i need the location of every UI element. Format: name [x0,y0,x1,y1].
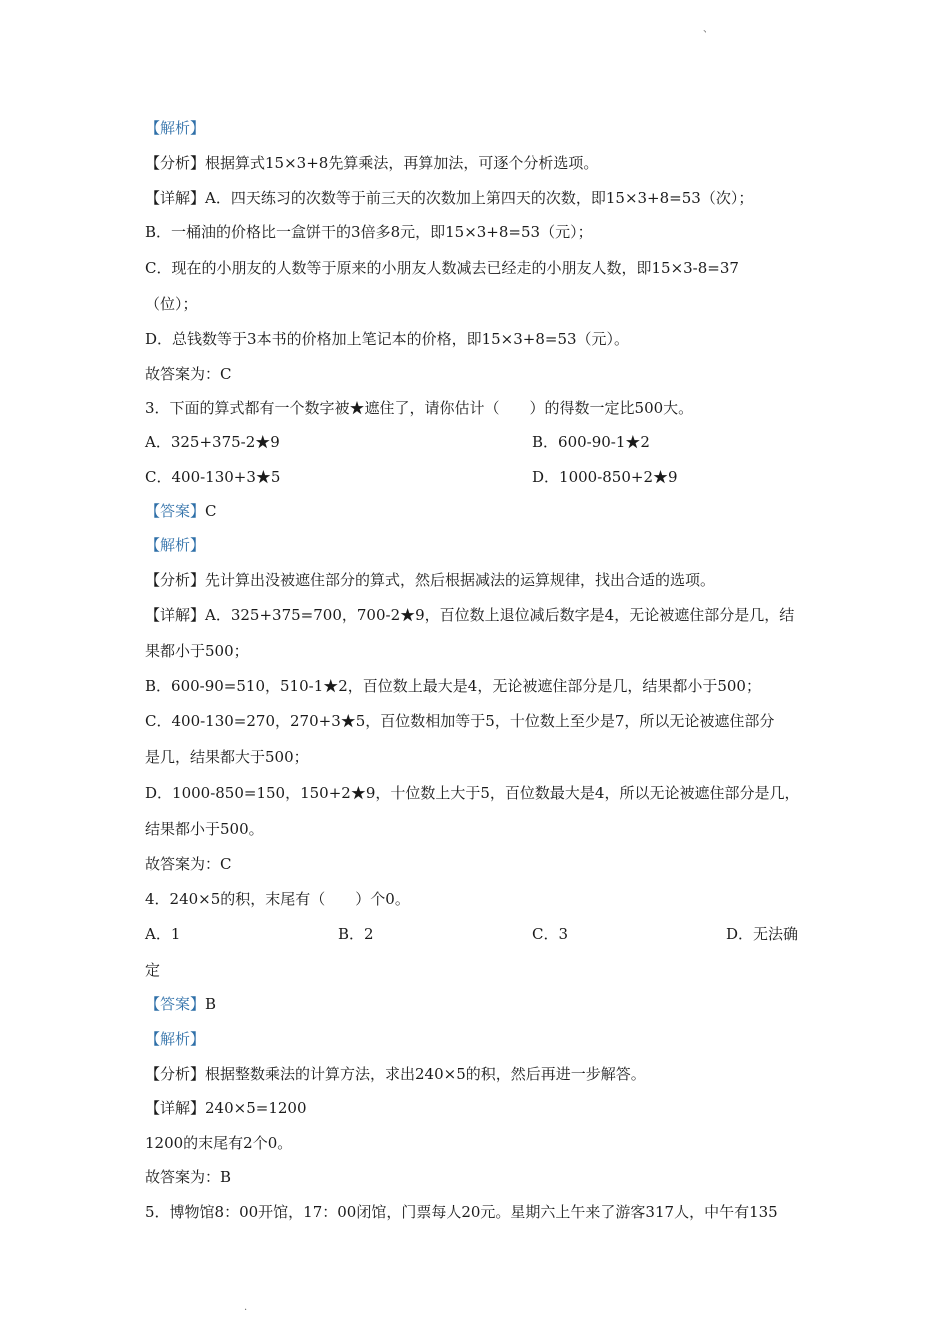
corner-mark: 、 [703,24,713,35]
q3-option-a: A．325+375-2★9 [145,433,280,451]
q3-detail-c2: 是几，结果都大于500； [145,748,309,766]
q4-analysis [145,1064,646,1084]
q2-detail-d: D．总钱数等于3本书的价格加上笔记本的价格，即15×3+8=53（元）。 [145,330,630,348]
q3-option-b: B．600-90-1★2 [532,433,650,451]
q2-detail-b: B．一桶油的价格比一盒饼干的3倍多8元，即15×3+8=53（元）； [145,223,593,241]
daan-tag: 【答案】 [145,995,206,1013]
fenxi-tag: 【分析】 [145,1065,206,1083]
q2-analysis [145,153,598,173]
q2-conclusion: 故答案为：C [145,365,232,383]
q3-option-d: D．1000-850+2★9 [532,468,678,486]
q3-option-c: C．400-130+3★5 [145,468,281,486]
q3-question: 3．下面的算式都有一个数字被★遮住了，请你估计（ ）的得数一定比500大。 [145,399,694,417]
q3-detail-a1 [145,605,794,625]
q4-question: 4．240×5的积，末尾有（ ）个0。 [145,890,410,908]
q4-option-c: C．3 [532,925,569,943]
q4-detail [145,1098,307,1118]
q2-detail-a-text: A．四天练习的次数等于前三天的次数加上第四天的次数，即15×3+8=53（次）； [205,189,754,207]
q3-analysis [145,570,715,590]
q3-analysis-text: 先计算出没被遮住部分的算式，然后根据减法的运算规律，找出合适的选项。 [205,571,716,589]
q2-detail-c1: C．现在的小朋友的人数等于原来的小朋友人数减去已经走的小朋友人数，即15×3-8=37 [145,259,739,277]
q2-jiexi-heading [145,118,205,138]
q3-detail-d2: 结果都小于500。 [145,820,264,838]
q3-conclusion: 故答案为：C [145,855,232,873]
q3-detail-a1-text: A．325+375=700，700-2★9，百位数上退位减后数字是4，无论被遮住部分是几，结 [205,606,795,624]
q4-detail-text: 240×5=1200 [205,1099,307,1117]
q2-detail-a [145,188,753,208]
q4-jiexi-heading [145,1029,205,1049]
jiexi-tag: 【解析】 [145,1030,206,1048]
q4-conclusion: 故答案为：B [145,1168,232,1186]
q4-answer [145,994,216,1014]
q3-detail-b: B．600-90=510，510-1★2，百位数上最大是4，无论被遮住部分是几，结果都小于500； [145,677,761,695]
q3-detail-c1: C．400-130=270，270+3★5，百位数相加等于5，十位数上至少是7，所以无论被遮住部分 [145,712,775,730]
q3-detail-a2: 果都小于500； [145,642,249,660]
q3-answer-value: C [205,502,217,520]
q2-analysis-text: 根据算式15×3+8先算乘法，再算加法，可逐个分析选项。 [205,154,599,172]
fenxi-tag: 【分析】 [145,571,206,589]
jiexi-tag: 【解析】 [145,119,206,137]
q3-answer [145,501,217,521]
q2-detail-c2: （位）； [145,295,198,313]
jiexi-tag: 【解析】 [145,536,206,554]
fenxi-tag: 【分析】 [145,154,206,172]
q4-option-b: B．2 [338,925,374,943]
xiangjie-tag: 【详解】 [145,189,206,207]
q4-detail-line2: 1200的末尾有2个0。 [145,1134,293,1152]
q5-question: 5．博物馆8：00开馆，17：00闭馆，门票每人20元。星期六上午来了游客317人，中午有135 [145,1203,778,1221]
q4-answer-value: B [205,995,217,1013]
xiangjie-tag: 【详解】 [145,1099,206,1117]
daan-tag: 【答案】 [145,502,206,520]
bottom-mark: . [244,1302,248,1313]
q4-option-d-wrap: 定 [145,961,161,979]
q4-option-a: A．1 [145,925,181,943]
q4-option-d: D．无法确 [726,925,799,943]
q3-detail-d1: D．1000-850=150，150+2★9，十位数上大于5，百位数最大是4，所以无论被遮住部分是几， [145,784,800,802]
xiangjie-tag: 【详解】 [145,606,206,624]
q3-jiexi-heading [145,535,205,555]
q4-analysis-text: 根据整数乘法的计算方法，求出240×5的积，然后再进一步解答。 [205,1065,646,1083]
